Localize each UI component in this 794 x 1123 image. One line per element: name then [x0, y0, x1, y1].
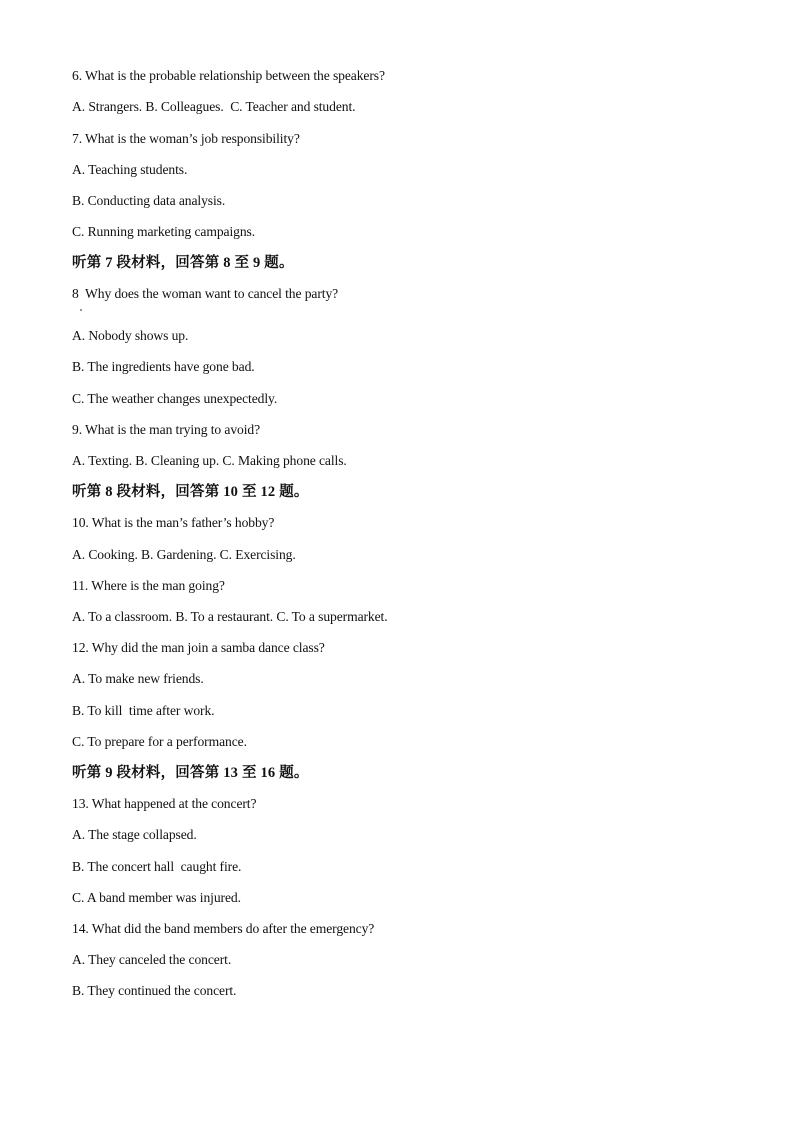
question-9-options: A. Texting. B. Cleaning up. C. Making phone calls.	[72, 453, 347, 468]
question-13-option-a: A. The stage collapsed.	[72, 827, 197, 842]
question-8-option-c: C. The weather changes unexpectedly.	[72, 391, 278, 406]
section-heading-9: 听第 9 段材料，回答第 13 至 16 题。	[72, 765, 309, 781]
question-6: 6. What is the probable relationship between the speakers?	[72, 68, 385, 83]
question-7-option-b: B. Conducting data analysis.	[72, 193, 226, 208]
question-7: 7. What is the woman’s job responsibility?	[72, 131, 300, 146]
question-13-option-b: B. The concert hall caught fire.	[72, 859, 242, 874]
stray-mark	[80, 309, 82, 311]
question-14-option-b: B. They continued the concert.	[72, 983, 237, 998]
question-6-options: A. Strangers. B. Colleagues. C. Teacher and student.	[72, 99, 356, 114]
question-11: 11. Where is the man going?	[72, 578, 225, 593]
question-12-option-a: A. To make new friends.	[72, 671, 204, 686]
question-13-option-c: C. A band member was injured.	[72, 890, 241, 905]
question-13: 13. What happened at the concert?	[72, 796, 257, 811]
question-8-option-b: B. The ingredients have gone bad.	[72, 359, 255, 374]
section-heading-7: 听第 7 段材料，回答第 8 至 9 题。	[72, 255, 294, 271]
question-14-option-a: A. They canceled the concert.	[72, 952, 232, 967]
question-8: 8 Why does the woman want to cancel the party?	[72, 286, 339, 301]
section-heading-8: 听第 8 段材料，回答第 10 至 12 题。	[72, 484, 309, 500]
question-9: 9. What is the man trying to avoid?	[72, 422, 261, 437]
question-12: 12. Why did the man join a samba dance class?	[72, 640, 325, 655]
question-12-option-b: B. To kill time after work.	[72, 703, 215, 718]
question-7-option-c: C. Running marketing campaigns.	[72, 224, 256, 239]
question-14: 14. What did the band members do after the emergency?	[72, 921, 375, 936]
question-8-option-a: A. Nobody shows up.	[72, 328, 189, 343]
question-12-option-c: C. To prepare for a performance.	[72, 734, 247, 749]
question-10: 10. What is the man’s father’s hobby?	[72, 515, 275, 530]
question-11-options: A. To a classroom. B. To a restaurant. C. To a supermarket.	[72, 609, 388, 624]
question-10-options: A. Cooking. B. Gardening. C. Exercising.	[72, 547, 296, 562]
question-7-option-a: A. Teaching students.	[72, 162, 188, 177]
